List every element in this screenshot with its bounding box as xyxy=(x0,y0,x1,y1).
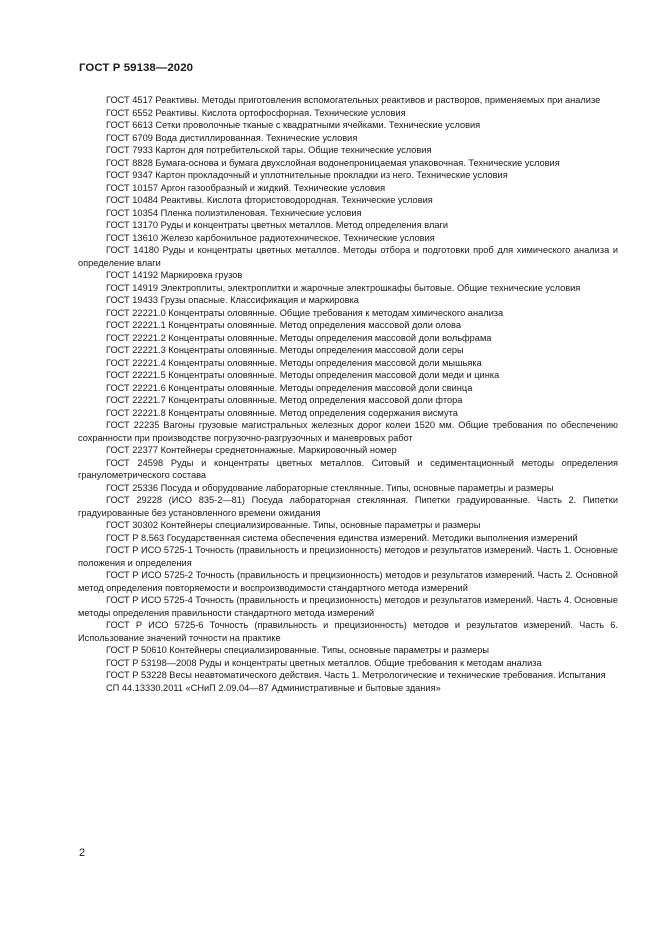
reference-entry: ГОСТ 14192 Маркировка грузов xyxy=(106,270,243,280)
reference-entry: ГОСТ 6613 Сетки проволочные тканые с квадратными ячейками. Технические условия xyxy=(106,120,481,130)
reference-entry: ГОСТ 6552 Реактивы. Кислота ортофосфорная. Технические условия xyxy=(106,107,406,118)
references-list xyxy=(78,94,618,694)
reference-entry: ГОСТ 6709 Вода дистиллированная. Технические условия xyxy=(106,132,358,143)
reference-entry: ГОСТ 10484 Реактивы. Кислота фтористоводородная. Технические условия xyxy=(106,195,433,205)
reference-entry: ГОСТ Р 50610 Контейнеры специализированные. Типы, основные параметры и размеры xyxy=(106,645,490,655)
reference-entry: ГОСТ 30302 Контейнеры специализированные. Типы, основные параметры и размеры xyxy=(106,520,481,530)
reference-entry: ГОСТ 22221.2 Концентраты оловянные. Методы определения массовой доли вольфрама xyxy=(106,332,492,343)
reference-entry: ГОСТ 25336 Посуда и оборудование лабораторные стеклянные. Типы, основные параметры и размеры xyxy=(106,482,554,493)
reference-entry: ГОСТ 13170 Руды и концентраты цветных металлов. Метод определения влаги xyxy=(106,220,449,230)
reference-entry: ГОСТ 14919 Электроплиты, электроплитки и жарочные электрошкафы бытовые. Общие технические условия xyxy=(106,282,581,293)
reference-entry: ГОСТ 22221.6 Концентраты оловянные. Методы определения массовой доли свинца xyxy=(106,382,473,393)
reference-entry: ГОСТ 10157 Аргон газообразный и жидкий. Технические условия xyxy=(106,182,386,193)
document-header: ГОСТ Р 59138—2020 xyxy=(79,62,194,74)
reference-entry: ГОСТ 22221.3 Концентраты оловянные. Методы определения массовой доли серы xyxy=(106,345,464,355)
reference-entry: ГОСТ 22221.1 Концентраты оловянные. Метод определения массовой доли олова xyxy=(106,320,461,330)
reference-entry: ГОСТ Р ИСО 5725-4 Точность (правильность и прецизионность) методов и результатов измерений. Часть 4. Основные методы определения правильности стандартного метода измерений xyxy=(78,595,618,618)
reference-entry: ГОСТ 22221.8 Концентраты оловянные. Метод определения содержания висмута xyxy=(106,407,458,418)
reference-entry: ГОСТ 22221.4 Концентраты оловянные. Методы определения массовой доли мышьяка xyxy=(106,357,482,368)
reference-entry: ГОСТ 9347 Картон прокладочный и уплотнительные прокладки из него. Технические условия xyxy=(106,170,508,180)
reference-entry: ГОСТ Р 53228 Весы неавтоматического действия. Часть 1. Метрологические и технические требования. Испытания xyxy=(106,670,606,680)
reference-entry: ГОСТ Р ИСО 5725-2 Точность (правильность и прецизионность) методов и результатов измерений. Часть 2. Основной метод определения повторяемости и воспроизводимости стандартного метода измерений xyxy=(78,570,618,593)
reference-entry: ГОСТ 22221.7 Концентраты оловянные. Метод определения массовой доли фтора xyxy=(106,395,463,405)
page-number: 2 xyxy=(79,847,86,859)
reference-entry: ГОСТ 8828 Бумага-основа и бумага двухслойная водонепроницаемая упаковочная. Технические условия xyxy=(106,157,560,168)
reference-entry: ГОСТ 24598 Руды и концентраты цветных металлов. Ситовый и седиментационный методы определения гранулометрического состава xyxy=(78,457,618,480)
reference-entry: ГОСТ 7933 Картон для потребительской тары. Общие технические условия xyxy=(106,145,432,155)
reference-entry: ГОСТ 19433 Грузы опасные. Классификация и маркировка xyxy=(106,295,359,305)
reference-entry: ГОСТ 22235 Вагоны грузовые магистральных железных дорог колеи 1520 мм. Общие требования по обеспечению сохранности при производстве погрузочно-разгрузочных и маневровых работ xyxy=(78,420,618,443)
reference-entry: ГОСТ Р ИСО 5725-6 Точность (правильность и прецизионность) методов и результатов измерений. Часть 6. Использование значений точности на практике xyxy=(78,620,618,643)
reference-entry: ГОСТ 4517 Реактивы. Методы приготовления вспомогательных реактивов и растворов, применяемых при анализе xyxy=(106,95,601,105)
reference-entry: СП 44.13330.2011 «СНиП 2.09.04—87 Административные и бытовые здания» xyxy=(106,682,441,693)
reference-entry: ГОСТ 29228 (ИСО 835-2—81) Посуда лабораторная стеклянная. Пипетки градуированные. Часть 2. Пипетки градуированные без установленного времени ожидания xyxy=(78,495,618,518)
reference-entry: ГОСТ 22377 Контейнеры среднетоннажные. Маркировочный номер xyxy=(106,445,397,455)
reference-entry: ГОСТ Р ИСО 5725-1 Точность (правильность и прецизионность) методов и результатов измерений. Часть 1. Основные положения и определения xyxy=(78,545,618,568)
reference-entry: ГОСТ Р 8.563 Государственная система обеспечения единства измерений. Методики выполнения измерений xyxy=(106,532,578,543)
reference-entry: ГОСТ Р 53198—2008 Руды и концентраты цветных металлов. Общие требования к методам анализа xyxy=(106,657,542,668)
reference-entry: ГОСТ 22221.5 Концентраты оловянные. Методы определения массовой доли меди и цинка xyxy=(106,370,500,380)
reference-entry: ГОСТ 14180 Руды и концентраты цветных металлов. Методы отбора и подготовки проб для химического анализа и определение влаги xyxy=(78,245,618,268)
reference-entry: ГОСТ 22221.0 Концентраты оловянные. Общие требования к методам химического анализа xyxy=(106,307,504,318)
reference-entry: ГОСТ 13610 Железо карбонильное радиотехническое. Технические условия xyxy=(106,232,435,243)
reference-entry: ГОСТ 10354 Пленка полиэтиленовая. Технические условия xyxy=(106,207,362,218)
